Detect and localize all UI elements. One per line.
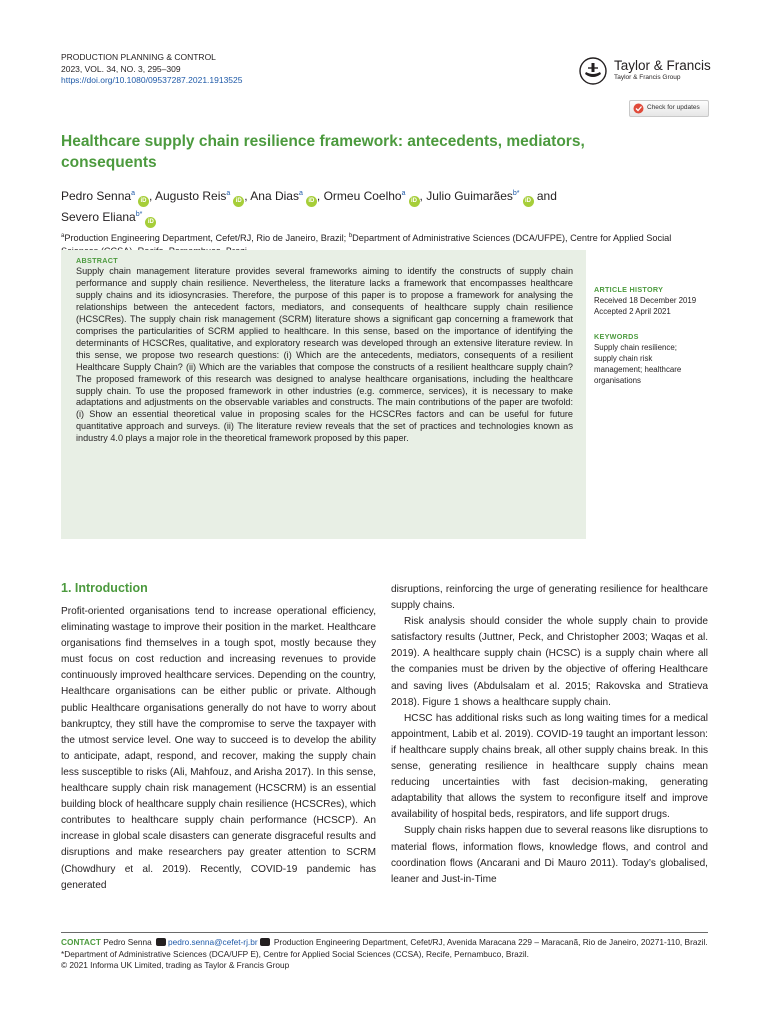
paragraph: disruptions, reinforcing the urge of generating resilience for healthcare supply chains.	[391, 584, 708, 612]
abstract-text: Supply chain management literature provides several frameworks aiming to identify the constructs of supply chain performance and supply chain resilience. Nevertheless, the literature lacks a framework that encompasses healthcare supply chains and its idiosyncrasies. Therefore, the purpose of this paper is to propose a framework for analysing the relationships between the antecedent factors, mediators, and consequents of healthcare supply chain resilience (HCSCRes). The supply chain risk management (SCRM) literature shows a significant gap concerning a framework that comprises the particularities of SCRM applied to healthcare. In this sense, based on the importance of identifying the determinants of HCSCRes, qualitative, and exploratory research was developed through an extensive literature review. In this sense, we propose two research questions: (i) Which are the antecedents, mediators, consequents of a resilient Healthcare Supply Chain? (ii) Which are the variables that compose the constructs of a resilient healthcare supply chain? The proposed framework of this research was designed to analyse healthcare organisations, including the healthcare supply chain. To use the proposed framework in other industries (e.g. commerce, services), it is necessary to make adaptations and adjustments on the observable variables and constructs. The main contributions of the paper are twofold: (i) Show an essential theoretical value in proposing scales for the HCSCRes factors and can be useful for future quantitative approach and surveys. (ii) The literature review reveals that the set of practices and technologies known as industry 4.0 plays a major role in the theoretical framework proposed by this paper.	[76, 266, 573, 444]
orcid-icon[interactable]: iD	[145, 217, 156, 228]
contact-name: Pedro Senna	[100, 937, 154, 947]
publisher-name: Taylor & Francis	[614, 58, 711, 73]
contact-label: CONTACT	[61, 937, 101, 947]
author-affil-sup: b*	[135, 211, 143, 218]
address-icon	[260, 938, 270, 946]
author-affil-sup: a	[226, 190, 231, 197]
paragraph: Supply chain risks happen due to several reasons like disruptions to material flows, information flows, knowledge flows, and control and coordination flows (Ancarani and Di Mauro 2011). Today’s globalised, leaner and Just-in-Time	[391, 825, 708, 885]
orcid-icon[interactable]: iD	[233, 196, 244, 207]
doi-link[interactable]: https://doi.org/10.1080/09537287.2021.1913525	[61, 75, 243, 85]
orcid-icon[interactable]: iD	[523, 196, 534, 207]
paragraph: Risk analysis should consider the whole supply chain to provide satisfactory results (Juttner, Peck, and Christopher 2003; Waqas et al. 2019). A healthcare supply chain (HCSC) is a supply chain where all the companies must be driven by the objective of offering Healthcare and saving lives (Abdulsalam et al. 2015; Rakovska and Stratieva 2018). Figure 1 shows a healthcare supply chain.	[391, 616, 708, 708]
article-history	[594, 284, 714, 317]
affil-sup: a	[61, 233, 65, 239]
author-name: Ana Dias	[250, 189, 299, 203]
body-column-right	[391, 582, 708, 888]
author-separator: ,	[148, 189, 155, 203]
paragraph: HCSC has additional risks such as long waiting times for a medical appointment, Labib et al. 2019). COVID-19 taught an important lesson: if healthcare supply chains break, all other supply chains break. In this sense, generating resilience in healthcare supply chains mean reducing uncertainties with fast decision-making, generating adaptability that allows the system to reconfigure itself and improve availability of hospital beds, respirators, and life support drugs.	[391, 712, 708, 821]
orcid-icon[interactable]: iD	[306, 196, 317, 207]
contact-email-link[interactable]: pedro.senna@cefet-rj.br	[168, 937, 258, 947]
keywords-text: Supply chain resilience; supply chain risk management; healthcare organisations	[594, 343, 682, 385]
publisher-logo-icon	[578, 56, 608, 86]
orcid-icon[interactable]: iD	[409, 196, 420, 207]
publisher-logo	[578, 56, 714, 88]
accepted-date: Accepted 2 April 2021	[594, 307, 671, 316]
copyright: © 2021 Informa UK Limited, trading as Taylor & Francis Group	[61, 960, 290, 971]
author-separator: ,	[419, 189, 427, 203]
keywords-heading: KEYWORDS	[594, 332, 639, 341]
author-name: Severo Eliana	[61, 210, 136, 224]
author-name: Ormeu Coelho	[323, 189, 402, 203]
author-name: Pedro Senna	[61, 189, 132, 203]
section-heading: 1. Introduction	[61, 581, 148, 595]
journal-header	[61, 52, 243, 87]
contact-line	[61, 937, 708, 949]
article-history-heading: ARTICLE HISTORY	[594, 285, 664, 294]
author-separator: and	[533, 189, 557, 203]
journal-name: PRODUCTION PLANNING & CONTROL	[61, 52, 216, 62]
publisher-group: Taylor & Francis Group	[614, 74, 681, 81]
affiliation-b: Department of Administrative Sciences (DCA/UFPE), Centre for Applied Social	[352, 233, 672, 244]
author-name: Julio Guimarães	[426, 189, 513, 203]
author-separator: ,	[316, 189, 324, 203]
affil-sup: b	[348, 233, 353, 239]
keywords	[594, 331, 698, 386]
email-icon	[156, 938, 166, 946]
footer-divider	[61, 932, 708, 933]
paragraph: Profit-oriented organisations tend to increase operational efficiency, eliminating wastage to improve their position in the market. Healthcare organisations find themselves in a tough spot, mostly because they must focus on cost reduction and increasing revenues to provide continuously improved healthcare services. Depending on the country, Healthcare organisations can be either public or private. Although public Healthcare organisations generally do not have to worry about bankruptcy, they still have the compromise to serve the taxpayer with the utmost service level. One way to succeed is to develop the ability to anticipate, adapt, respond, and recover, making the supply chain less susceptible to risks (Ali, Mahfouz, and Arisha 2017). In this sense, healthcare supply chain risk management (HCSCRM) is an essential building block of healthcare supply chain resilience (HCSCRes), which contributes to healthcare supply chain performance (HCSCP). An increase in global scale disasters can generate disgraceful results and disruptions and make researchers pay greater attention to SCRM (Chowdhury et al. 2019). Recently, COVID-19 pandemic has generated	[61, 606, 376, 891]
received-date: Received 18 December 2019	[594, 296, 697, 305]
author-affil-sup: b*	[512, 190, 520, 197]
journal-volume: 2023, VOL. 34, NO. 3, 295–309	[61, 63, 181, 74]
author-affil-sup: a	[131, 190, 135, 197]
author-affil-sup: a	[401, 190, 406, 197]
orcid-icon[interactable]: iD	[138, 196, 149, 207]
abstract-heading: ABSTRACT	[76, 256, 118, 265]
footer	[61, 937, 708, 972]
check-updates-button[interactable]	[629, 100, 709, 117]
check-updates-icon	[633, 103, 644, 114]
body-column-left	[61, 604, 376, 894]
footer-note: *Department of Administrative Sciences (DCA/UFP E), Centre for Applied Social Sciences (CCSA), Recife, Pernambuco, Brazil.	[61, 948, 529, 959]
check-updates-label: Check for updates	[647, 104, 700, 111]
affiliation-a: Production Engineering Department, Cefet/RJ, Rio de Janeiro, Brazil;	[64, 233, 349, 244]
author-name: Augusto Reis	[154, 189, 227, 203]
article-title: Healthcare supply chain resilience framework: antecedents, mediators, consequents	[61, 133, 585, 171]
author-list	[61, 186, 681, 228]
author-separator: ,	[244, 189, 251, 203]
contact-address: Production Engineering Department, Cefet/RJ, Avenida Maracana 229 – Maracanã, Rio de Janeiro, 20271-110, Brazil.	[271, 937, 708, 947]
author-affil-sup: a	[298, 190, 303, 197]
